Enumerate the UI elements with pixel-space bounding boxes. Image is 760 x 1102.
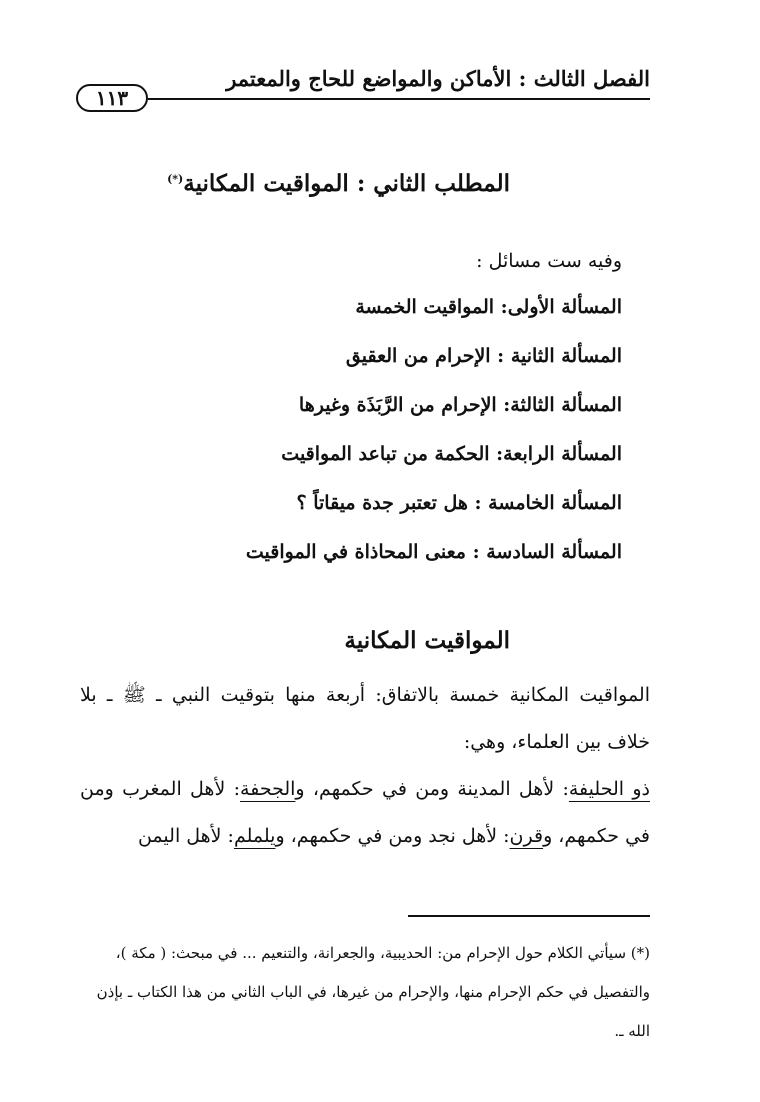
term-yalamlam: يلملم <box>233 825 276 847</box>
issue-item-1: المسألة الأولى: المواقيت الخمسة <box>355 296 622 318</box>
body-text-segment: : لأهل المدينة ومن في حكمهم، و <box>295 778 569 800</box>
body-paragraph-2 <box>80 766 650 860</box>
term-qarn: قرن <box>509 825 544 847</box>
body-text-segment: : لأهل اليمن <box>137 825 234 847</box>
issue-item-3: المسألة الثالثة: الإحرام من الرَّبَذَة وغيرها <box>298 394 622 416</box>
issue-item-2: المسألة الثانية : الإحرام من العقيق <box>345 345 622 367</box>
issue-item-6: المسألة السادسة : معنى المحاذاة في المواقيت <box>245 541 622 563</box>
footnote-rule <box>408 915 650 917</box>
issues-intro: وفيه ست مسائل : <box>476 250 622 272</box>
body-text-segment: : لأهل نجد ومن في حكمهم، و <box>275 825 510 847</box>
footnote-line-3: الله ـ. <box>614 1022 650 1040</box>
footnote-marker: (*) <box>167 172 184 186</box>
section-title-text: المطلب الثاني : المواقيت المكانية <box>183 170 510 197</box>
footnote <box>80 934 650 1051</box>
running-header-title: الفصل الثالث : الأماكن والمواضع للحاج والمعتمر <box>226 66 650 91</box>
issues-list <box>246 296 622 590</box>
header-rule <box>148 98 650 100</box>
body-text-segment: : لأهل المغرب ومن في حكمهم، و <box>80 778 650 847</box>
section-title <box>167 170 510 197</box>
footnote-line-1: (*) سيأتي الكلام حول الإحرام من: الحديبية، والجعرانة، والتنعيم ... في مبحث: ( مكة )، <box>115 944 650 962</box>
issue-item-4: المسألة الرابعة: الحكمة من تباعد المواقيت <box>281 443 622 465</box>
term-dhul-hulayfah: ذو الحليفة <box>568 778 650 800</box>
body-text <box>80 672 650 860</box>
body-paragraph-1: المواقيت المكانية خمسة بالاتفاق: أربعة منها بتوقيت النبي ـ ﷺ ـ بلا خلاف بين العلماء، وهي: <box>80 684 650 753</box>
footnote-line-2: والتفصيل في حكم الإحرام منها، والإحرام من غيرها، في الباب الثاني من هذا الكتاب ـ بإذن <box>96 983 650 1001</box>
subsection-title: المواقيت المكانية <box>344 627 510 654</box>
page-number: ١١٣ <box>76 84 148 112</box>
term-juhfah: الجحفة <box>240 778 296 800</box>
issue-item-5: المسألة الخامسة : هل تعتبر جدة ميقاتاً ؟ <box>296 492 622 514</box>
